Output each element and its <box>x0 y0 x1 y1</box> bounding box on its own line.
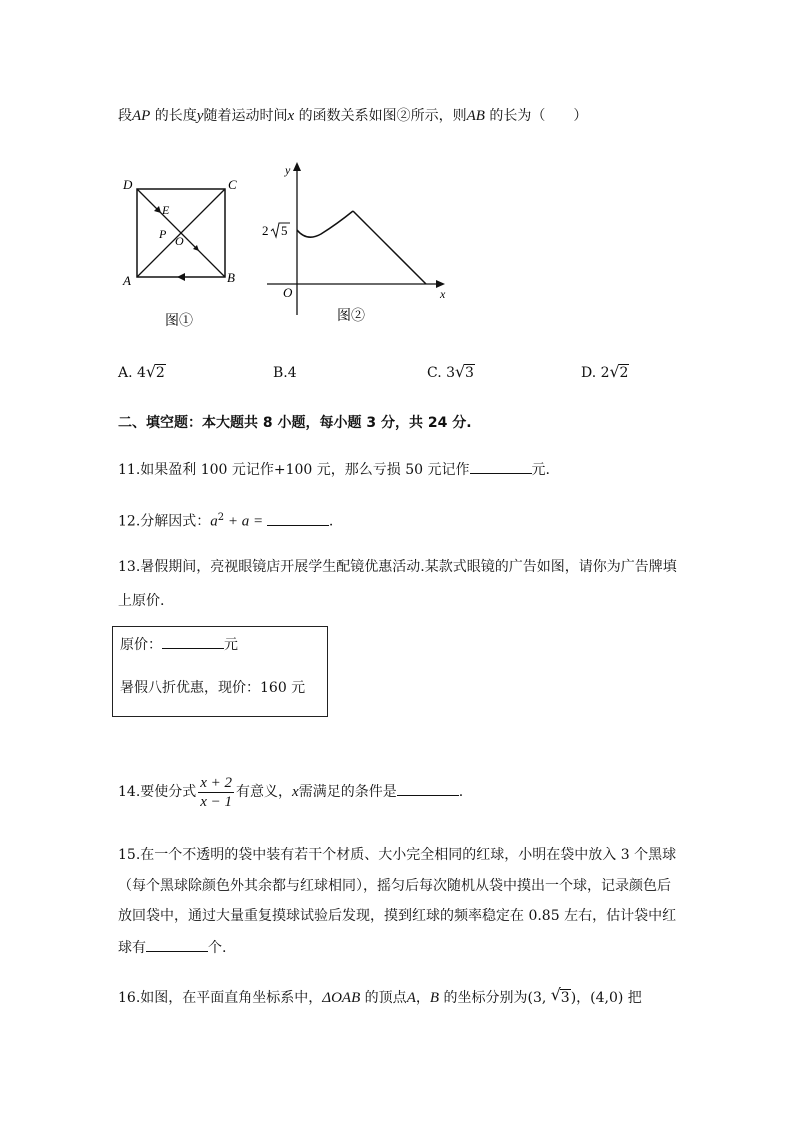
q14-fraction: $\frac{x + 2}{x - 1}$ <box>200 774 233 810</box>
tick-coef: 2 <box>262 223 269 238</box>
q11: 11.如果盈利 100 元记作+100 元，那么亏损 50 元记作 元. <box>118 459 550 480</box>
q15-line-2: （每个黑球除颜色外其余都与红球相同），摇匀后每次随机从袋中摸出一个球，记录颜色后 <box>118 878 671 894</box>
q10-tail-line: 段AP 的长度y随着运动时间x 的函数关系如图②所示，则AB 的长为（ ） <box>118 108 588 124</box>
ad-price-blank[interactable] <box>162 634 224 649</box>
curve-segment <box>297 211 353 237</box>
label-b: B <box>227 270 235 285</box>
figure-2-caption: 图② <box>337 309 365 324</box>
axis-label-y: y <box>285 163 291 177</box>
q14: 14.要使分式 $\frac{x + 2}{x - 1}$ 有意义，x需满足的条件是 . <box>118 774 464 810</box>
linear-segment <box>353 211 426 284</box>
q15-line-1: 15.在一个不透明的袋中装有若干个材质、大小完全相同的红球，小明在袋中放入 3 个黑球 <box>118 847 677 863</box>
figure-1-square <box>115 175 245 335</box>
q15-line-3: 放回袋中，通过大量重复摸球试验后发现，摸到红球的频率稳定在 0.85 左右，估计袋中红 <box>118 908 677 924</box>
section-heading: 二、填空题：本大题共 8 小题，每小题 3 分，共 24 分. <box>118 415 472 431</box>
q15-line-4: 球有 个. <box>118 937 226 958</box>
arrow-ba <box>177 273 185 281</box>
label-d: D <box>123 177 133 192</box>
figure-2-graph <box>255 160 455 335</box>
option-a: A. 4 √ 2 <box>118 362 165 381</box>
axis-label-x: x <box>440 287 446 301</box>
origin-label: O <box>283 285 293 300</box>
q11-answer-blank[interactable] <box>470 459 532 474</box>
option-b: B.4 <box>273 365 297 381</box>
q15-answer-blank[interactable] <box>146 937 208 952</box>
ad-original-price: 原价： 元 <box>120 634 238 655</box>
q12-answer-blank[interactable] <box>267 511 329 526</box>
label-a: A <box>123 273 131 288</box>
figure-1-caption: 图① <box>165 314 193 329</box>
q14-answer-blank[interactable] <box>397 781 459 796</box>
label-p: P <box>159 227 167 241</box>
q13-line-1: 13.暑假期间，亮视眼镜店开展学生配镜优惠活动.某款式眼镜的广告如图，请你为广告牌填 <box>118 559 677 575</box>
y-axis-arrow <box>293 162 301 171</box>
option-c: C. 3 √ 3 <box>427 362 474 381</box>
q16: 16.如图，在平面直角坐标系中，ΔOAB 的顶点A，B 的坐标分别为(3, √ 3)，(4,0) 把 <box>118 985 642 1006</box>
ad-sale-line: 暑假八折优惠，现价：160 元 <box>120 680 306 696</box>
label-e: E <box>162 203 170 217</box>
label-o: O <box>175 234 184 248</box>
q13-line-2: 上原价. <box>118 593 165 609</box>
tick-radicand: 5 <box>281 223 288 238</box>
q12: 12.分解因式：$a^2 + a$ = . <box>118 512 334 530</box>
label-c: C <box>228 177 237 192</box>
option-d: D. 2 √ 2 <box>581 362 629 381</box>
